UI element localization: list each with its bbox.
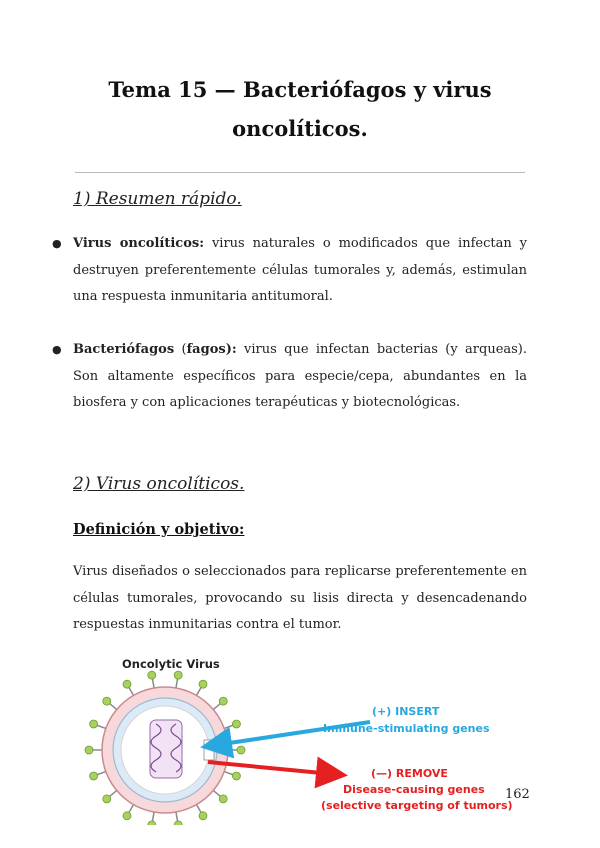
section-2-heading: 2) Virus oncolíticos. xyxy=(73,474,245,494)
virus-spike-tip xyxy=(148,821,156,825)
insert-label: (+) INSERT xyxy=(372,705,440,718)
genome-box xyxy=(150,720,182,778)
virus-spike-tip xyxy=(148,671,156,679)
virus-spike-tip xyxy=(219,697,227,705)
virus-spike-tip xyxy=(219,795,227,803)
virus-spike-tip xyxy=(90,720,98,728)
virus-spike-tip xyxy=(232,772,240,780)
virus-spike-tip xyxy=(232,720,240,728)
title-divider xyxy=(75,172,525,173)
title-line-1: Tema 15 — Bacteriófagos y virus xyxy=(108,77,492,102)
bullet-term: Virus oncolíticos: xyxy=(73,236,204,251)
oncolytic-virus-diagram xyxy=(80,650,520,825)
virus-spike-tip xyxy=(103,795,111,803)
remove-genes-label: Disease-causing genes xyxy=(343,783,485,796)
bullet-body: virus naturales o modificados que infectan y destruyen preferentemente células tumorales y, además, estimulan una respuesta inmunitaria antitumoral. xyxy=(73,236,527,304)
remove-label: (—) REMOVE xyxy=(371,767,448,780)
insert-genes-label: Immune-stimulating genes xyxy=(323,722,490,735)
bullet-body: virus que infectan bacterias (y arqueas). Son altamente específicos para especie/cepa, abundantes en la biosfera y con aplicaciones terapéuticas y biotecnológicas. xyxy=(73,342,528,410)
bullet-text xyxy=(73,231,527,311)
section-1-heading: 1) Resumen rápido. xyxy=(73,189,242,209)
virus-spike-tip xyxy=(85,746,93,754)
definition-paragraph: Virus diseñados o seleccionados para replicarse preferentemente en células tumorales, provocando su lisis directa y desencadenando respuestas inmunitarias contra el tumor. xyxy=(73,564,527,632)
virus-spike-tip xyxy=(90,772,98,780)
bullet-oncolytic-viruses xyxy=(52,231,527,311)
bullet-bacteriophages xyxy=(52,337,527,417)
figure-label: Oncolytic Virus xyxy=(122,657,220,671)
title-line-2: oncolíticos. xyxy=(232,116,368,141)
bullet-colon: : xyxy=(231,342,237,357)
bullet-text xyxy=(73,337,527,417)
bullet-dot-icon: ● xyxy=(52,237,62,250)
page-number: 162 xyxy=(505,787,530,802)
oncolytic-virus-figure xyxy=(80,650,520,825)
virus-spike-tip xyxy=(199,680,207,688)
gene-insert-slot xyxy=(204,740,214,760)
virus-spike-tip xyxy=(103,697,111,705)
virus-spike-tip xyxy=(123,812,131,820)
virus-spike-tip xyxy=(199,812,207,820)
bullet-term: Bacteriófagos xyxy=(73,342,175,357)
page-title xyxy=(0,70,600,148)
remove-target-label: (selective targeting of tumors) xyxy=(321,799,513,812)
bullet-paren: ( xyxy=(181,342,187,357)
subheading-definition: Definición y objetivo: xyxy=(73,521,245,538)
bullet-term-2: fagos) xyxy=(186,342,232,357)
bullet-dot-icon: ● xyxy=(52,343,62,356)
virus-spike-tip xyxy=(237,746,245,754)
virus-spike-tip xyxy=(174,671,182,679)
virus-spike-tip xyxy=(174,821,182,825)
virus-spike-tip xyxy=(123,680,131,688)
